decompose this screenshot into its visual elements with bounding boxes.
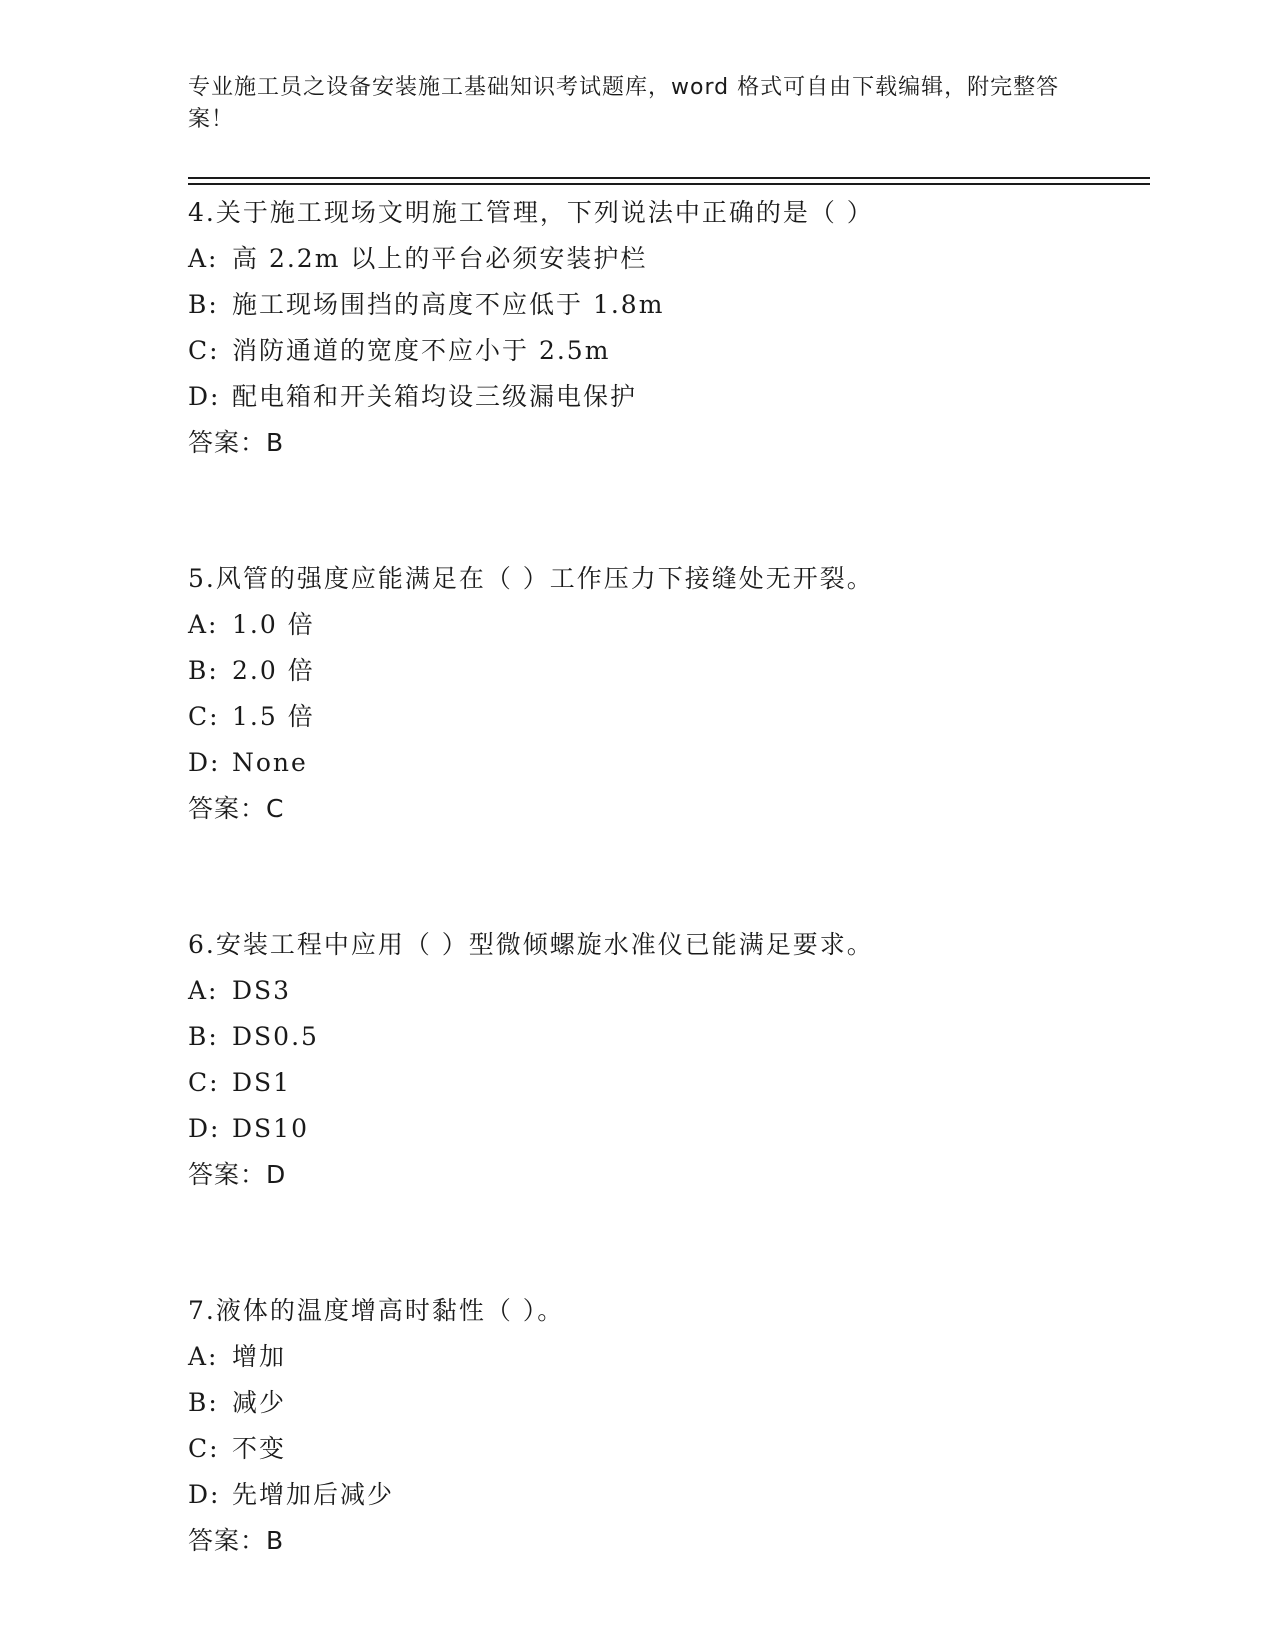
option-b	[188, 1014, 1148, 1060]
question-list	[188, 190, 1148, 1564]
option-text: 高 2.2m 以上的平台必须安装护栏	[232, 244, 648, 273]
option-d	[188, 1472, 1148, 1518]
option-a	[188, 1334, 1148, 1380]
option-letter: A:	[188, 610, 219, 639]
option-text: DS3	[232, 976, 292, 1005]
question-stem: 6.安装工程中应用（ ）型微倾螺旋水准仪已能满足要求。	[188, 930, 874, 959]
option-text: 消防通道的宽度不应小于 2.5m	[232, 336, 611, 365]
option-letter: B:	[188, 656, 219, 685]
answer-line: 答案：C	[188, 794, 285, 823]
option-c	[188, 328, 1148, 374]
option-text: DS1	[232, 1068, 292, 1097]
option-text: 施工现场围挡的高度不应低于 1.8m	[232, 290, 665, 319]
option-letter: C:	[188, 1068, 220, 1097]
option-text: None	[232, 748, 308, 777]
spacer	[188, 1198, 1148, 1288]
option-text: 先增加后减少	[232, 1480, 395, 1509]
option-text: 不变	[232, 1434, 287, 1463]
answer-line: 答案：B	[188, 428, 285, 457]
option-text: 2.0 倍	[232, 656, 315, 685]
option-text: DS0.5	[232, 1022, 319, 1051]
option-letter: D:	[188, 1480, 221, 1509]
answer-line: 答案：B	[188, 1526, 285, 1555]
option-text: 1.0 倍	[232, 610, 315, 639]
answer-line: 答案：D	[188, 1160, 287, 1189]
question-stem: 5.风管的强度应能满足在（ ）工作压力下接缝处无开裂。	[188, 564, 874, 593]
option-text: 1.5 倍	[232, 702, 315, 731]
option-letter: B:	[188, 1388, 219, 1417]
header-divider-bottom	[188, 183, 1150, 185]
option-c	[188, 1060, 1148, 1106]
option-c	[188, 694, 1148, 740]
option-d	[188, 740, 1148, 786]
option-letter: A:	[188, 976, 219, 1005]
option-letter: A:	[188, 244, 219, 273]
question-stem: 4.关于施工现场文明施工管理，下列说法中正确的是（ ）	[188, 198, 874, 227]
option-letter: C:	[188, 336, 220, 365]
option-text: 配电箱和开关箱均设三级漏电保护	[232, 382, 638, 411]
option-b	[188, 648, 1148, 694]
header-divider-top	[188, 177, 1150, 179]
question-4	[188, 190, 1148, 466]
question-6	[188, 922, 1148, 1198]
question-5	[188, 556, 1148, 832]
option-a	[188, 236, 1148, 282]
document-header: 专业施工员之设备安装施工基础知识考试题库，word 格式可自由下载编辑，附完整答案！	[188, 75, 1060, 132]
option-d	[188, 374, 1148, 420]
option-text: 减少	[232, 1388, 287, 1417]
option-letter: B:	[188, 290, 219, 319]
option-letter: B:	[188, 1022, 219, 1051]
option-letter: C:	[188, 1434, 220, 1463]
spacer	[188, 466, 1148, 556]
option-b	[188, 1380, 1148, 1426]
option-a	[188, 602, 1148, 648]
option-d	[188, 1106, 1148, 1152]
option-a	[188, 968, 1148, 1014]
option-letter: A:	[188, 1342, 219, 1371]
question-stem: 7.液体的温度增高时黏性（ ）。	[188, 1296, 565, 1325]
question-7	[188, 1288, 1148, 1564]
option-letter: D:	[188, 382, 221, 411]
option-letter: D:	[188, 1114, 221, 1143]
option-text: 增加	[232, 1342, 287, 1371]
option-letter: D:	[188, 748, 221, 777]
option-c	[188, 1426, 1148, 1472]
option-text: DS10	[232, 1114, 309, 1143]
option-b	[188, 282, 1148, 328]
spacer	[188, 832, 1148, 922]
option-letter: C:	[188, 702, 220, 731]
